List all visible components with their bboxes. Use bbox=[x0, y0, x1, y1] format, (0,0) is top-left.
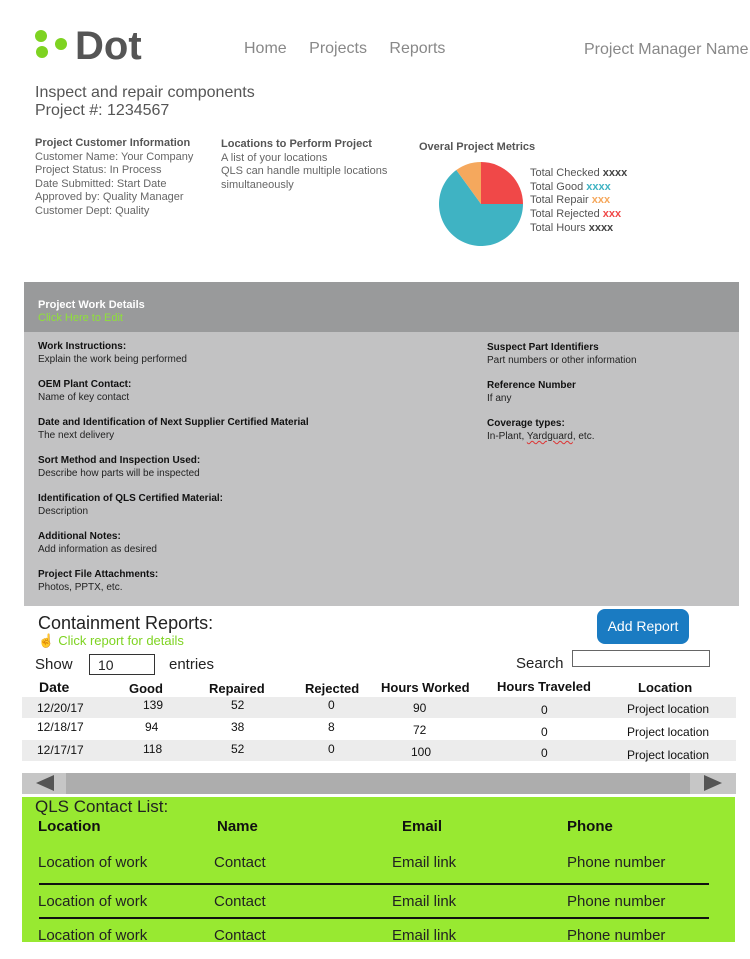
contact-name: Contact bbox=[214, 854, 266, 871]
project-title: Inspect and repair components bbox=[35, 84, 255, 101]
customer-info-line: Date Submitted: Start Date bbox=[35, 177, 167, 190]
report-row[interactable]: 12/17/17 118 52 0 100 0 Project location bbox=[22, 740, 736, 761]
scroll-right-icon[interactable] bbox=[704, 775, 722, 791]
contact-location: Location of work bbox=[38, 927, 148, 942]
reference-number: Reference Number If any bbox=[487, 380, 576, 404]
file-attachments: Project File Attachments: Photos, PPTX, etc. bbox=[38, 569, 159, 593]
contact-col-email: Email bbox=[402, 818, 443, 835]
additional-notes: Additional Notes: Add information as desired bbox=[38, 531, 157, 555]
suspect-part-identifiers: Suspect Part Identifiers Part numbers or other information bbox=[487, 342, 637, 366]
logo-dot-icon bbox=[35, 30, 47, 42]
customer-info bbox=[35, 137, 193, 218]
scrollbar-thumb[interactable] bbox=[66, 773, 690, 794]
qls-certified-material: Identification of QLS Certified Material: Description bbox=[38, 493, 224, 517]
contact-location: Location of work bbox=[38, 893, 148, 910]
metrics-list bbox=[530, 167, 627, 236]
report-row[interactable]: 12/20/17 139 52 0 90 0 Project location bbox=[22, 697, 736, 718]
locations-header: Locations to Perform Project bbox=[221, 138, 372, 150]
containment-title: Containment Reports: bbox=[38, 613, 214, 633]
contact-location: Location of work bbox=[38, 854, 148, 871]
nav-home[interactable]: Home bbox=[244, 40, 287, 57]
contact-phone: Phone number bbox=[567, 854, 666, 871]
logo-dot-icon bbox=[36, 46, 48, 58]
search-label: Search bbox=[516, 655, 564, 672]
coverage-types: Coverage types: In-Plant, Yardguard, etc. bbox=[487, 418, 595, 442]
contact-name: Contact bbox=[214, 893, 266, 910]
scroll-left-icon[interactable] bbox=[36, 775, 54, 791]
metrics-pie-chart bbox=[437, 160, 525, 248]
contact-phone: Phone number bbox=[567, 893, 666, 910]
col-rejected[interactable]: Rejected bbox=[305, 681, 360, 696]
col-good[interactable]: Good bbox=[129, 681, 163, 696]
col-location[interactable]: Location bbox=[638, 680, 693, 695]
row-divider bbox=[39, 883, 709, 885]
containment-hint: ☝ Click report for details bbox=[38, 633, 184, 648]
contact-col-location: Location bbox=[38, 818, 101, 835]
entries-label: entries bbox=[169, 656, 215, 673]
col-repaired[interactable]: Repaired bbox=[209, 681, 265, 696]
customer-info-line: Approved by: Quality Manager bbox=[35, 191, 184, 203]
show-label: Show bbox=[35, 656, 73, 673]
oem-plant-contact: OEM Plant Contact: Name of key contact bbox=[38, 379, 132, 403]
col-hours-worked[interactable]: Hours Worked bbox=[381, 680, 470, 695]
col-hours-traveled[interactable]: Hours Traveled bbox=[497, 679, 591, 694]
col-date[interactable]: Date bbox=[39, 679, 70, 695]
customer-info-line: Customer Dept: Quality bbox=[35, 204, 150, 217]
edit-link[interactable]: Click Here to Edit bbox=[38, 312, 123, 324]
metric-total-repair: Total Repair xxx bbox=[530, 194, 611, 207]
contact-phone: Phone number bbox=[567, 927, 666, 942]
contact-col-name: Name bbox=[217, 818, 258, 835]
contact-list-title: QLS Contact List: bbox=[35, 797, 169, 816]
contact-email-link[interactable]: Email link bbox=[392, 854, 457, 871]
work-details-body bbox=[24, 332, 739, 606]
contact-email-link[interactable]: Email link bbox=[392, 927, 457, 942]
customer-info-line: Customer Name: Your Company bbox=[35, 150, 194, 163]
add-report-button[interactable]: Add Report bbox=[597, 609, 689, 644]
work-details-title: Project Work Details bbox=[38, 299, 145, 311]
work-details-header bbox=[24, 282, 739, 332]
contact-col-phone: Phone bbox=[567, 818, 613, 835]
nav-projects[interactable]: Projects bbox=[309, 40, 367, 57]
work-instructions: Work Instructions: Explain the work being performed bbox=[38, 341, 187, 365]
locations-info bbox=[221, 138, 406, 192]
main-nav bbox=[244, 40, 463, 58]
metric-total-good: Total Good xxxx bbox=[530, 180, 611, 193]
row-divider bbox=[39, 917, 709, 919]
contact-email-link[interactable]: Email link bbox=[392, 893, 457, 910]
search-input[interactable] bbox=[572, 650, 710, 667]
report-row[interactable]: 12/18/17 94 38 8 72 0 Project location bbox=[37, 720, 710, 739]
pie-slice-rejected bbox=[481, 162, 523, 204]
user-menu[interactable]: Project Manager Name bbox=[584, 41, 749, 58]
contact-list-panel bbox=[22, 797, 735, 942]
contact-name: Contact bbox=[214, 927, 266, 942]
locations-line: A list of your locations bbox=[221, 151, 328, 164]
customer-info-header: Project Customer Information bbox=[35, 137, 191, 149]
brand-name: Dot bbox=[75, 24, 142, 68]
pointer-hand-icon: ☝ bbox=[38, 633, 55, 648]
project-number: Project #: 1234567 bbox=[35, 102, 170, 119]
sort-method: Sort Method and Inspection Used: Describe how parts will be inspected bbox=[38, 455, 201, 479]
next-supplier-material: Date and Identification of Next Supplier Certified Material The next delivery bbox=[38, 417, 309, 441]
nav-reports[interactable]: Reports bbox=[389, 40, 446, 57]
metrics-header: Overal Project Metrics bbox=[419, 141, 536, 153]
locations-line: QLS can handle multiple locations simultaneously bbox=[221, 165, 388, 191]
metric-total-hours: Total Hours xxxx bbox=[530, 221, 614, 234]
metric-total-rejected: Total Rejected xxx bbox=[530, 208, 622, 221]
metric-total-checked: Total Checked xxxx bbox=[530, 167, 628, 179]
customer-info-line: Project Status: In Process bbox=[35, 164, 162, 176]
entries-count-input[interactable] bbox=[89, 654, 155, 675]
logo-dot-icon bbox=[55, 38, 67, 50]
